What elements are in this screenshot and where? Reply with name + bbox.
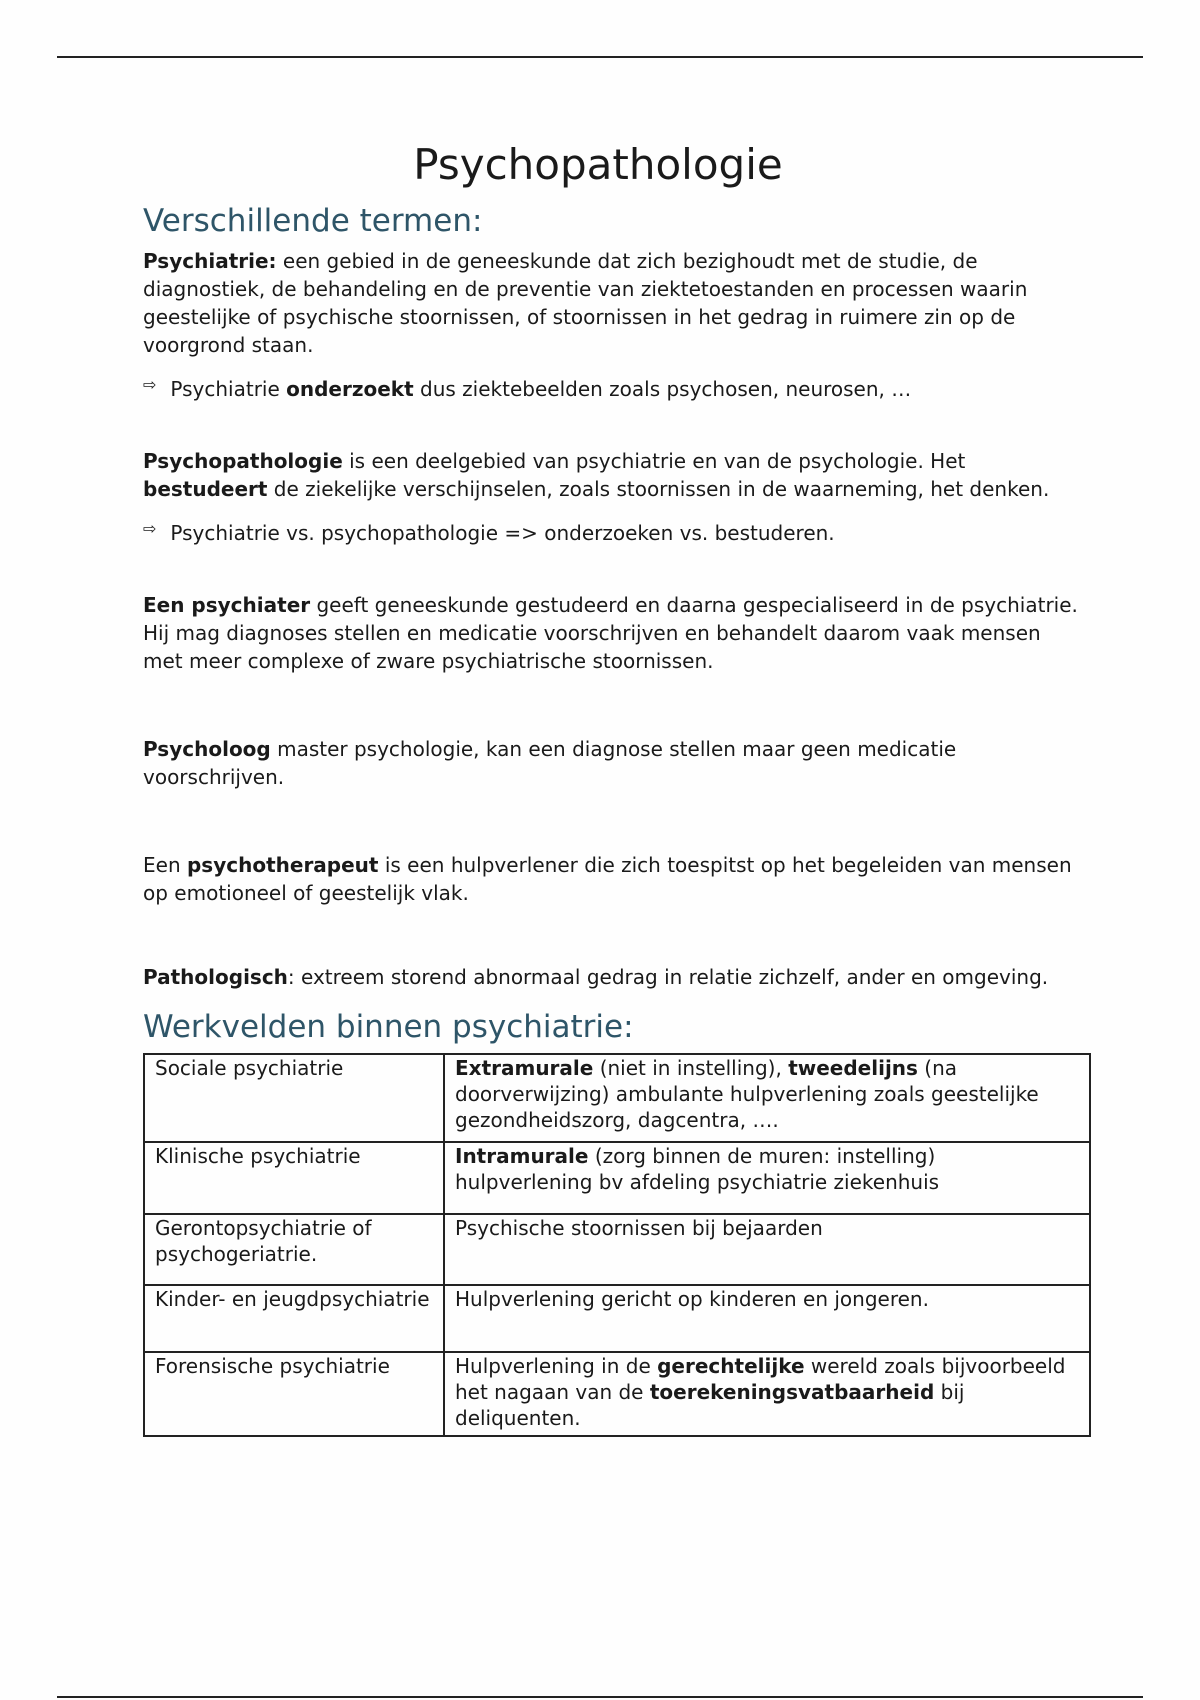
- page-content: [143, 140, 1083, 1437]
- paragraph-psychopathologie: Psychopathologie is een deelgebied van psychiatrie en van de psychologie. Het bestudeert de ziekelijke verschijnselen, zoals stoornissen in de waarneming, het denken.: [143, 449, 1050, 501]
- paragraph-psychiatrie: Psychiatrie: een gebied in de geneeskunde dat zich bezighoudt met de studie, de diagnostiek, de behandeling en de preventie van ziektetoestanden en processen waarin geestelijke of psychische stoornissen, of stoornissen in het gedrag in ruimere zin op de voorgrond staan.: [143, 249, 1028, 357]
- heading-verschillende-termen: Verschillende termen:: [143, 203, 483, 239]
- table-row: Kinder- en jeugdpsychiatrie Hulpverlening gericht op kinderen en jongeren.: [144, 1285, 1090, 1352]
- header-rule: [57, 56, 1143, 58]
- paragraph-psychiater: Een psychiater geeft geneeskunde gestudeerd en daarna gespecialiseerd in de psychiatrie. Hij mag diagnoses stellen en medicatie voorschrijven en behandelt daarom vaak mensen met meer complexe of zware psychiatrische stoornissen.: [143, 593, 1078, 673]
- paragraph-pathologisch: Pathologisch: extreem storend abnormaal gedrag in relatie zichzelf, ander en omgeving.: [143, 965, 1049, 989]
- arrow-right-icon: ⇨: [143, 375, 157, 394]
- page-title: Psychopathologie: [413, 140, 783, 189]
- footer-rule: [57, 1696, 1143, 1698]
- werkvelden-table: [143, 1053, 1091, 1437]
- arrow-item: ⇨ Psychiatrie onderzoekt dus ziektebeelden zoals psychosen, neurosen, …: [143, 375, 912, 401]
- table-row: Gerontopsychiatrie of psychogeriatrie. Psychische stoornissen bij bejaarden: [144, 1214, 1090, 1285]
- arrow-item: ⇨ Psychiatrie vs. psychopathologie => onderzoeken vs. bestuderen.: [143, 519, 835, 545]
- paragraph-psycholoog: Psycholoog master psychologie, kan een diagnose stellen maar geen medicatie voorschrijven.: [143, 737, 957, 789]
- paragraph-psychotherapeut: Een psychotherapeut is een hulpverlener die zich toespitst op het begeleiden van mensen op emotioneel of geestelijk vlak.: [143, 853, 1072, 905]
- table-row: Forensische psychiatrie Hulpverlening in de gerechtelijke wereld zoals bijvoorbeeld het nagaan van de toerekeningsvatbaarheid bij deliquenten.: [144, 1352, 1090, 1436]
- heading-werkvelden: Werkvelden binnen psychiatrie:: [143, 1009, 634, 1045]
- table-row: Klinische psychiatrie Intramurale (zorg binnen de muren: instelling) hulpverlening bv afdeling psychiatrie ziekenhuis: [144, 1142, 1090, 1214]
- arrow-right-icon: ⇨: [143, 519, 157, 538]
- table-row: Sociale psychiatrie Extramurale (niet in instelling), tweedelijns (na doorverwijzing) ambulante hulpverlening zoals geestelijke gezondheidszorg, dagcentra, ….: [144, 1054, 1090, 1142]
